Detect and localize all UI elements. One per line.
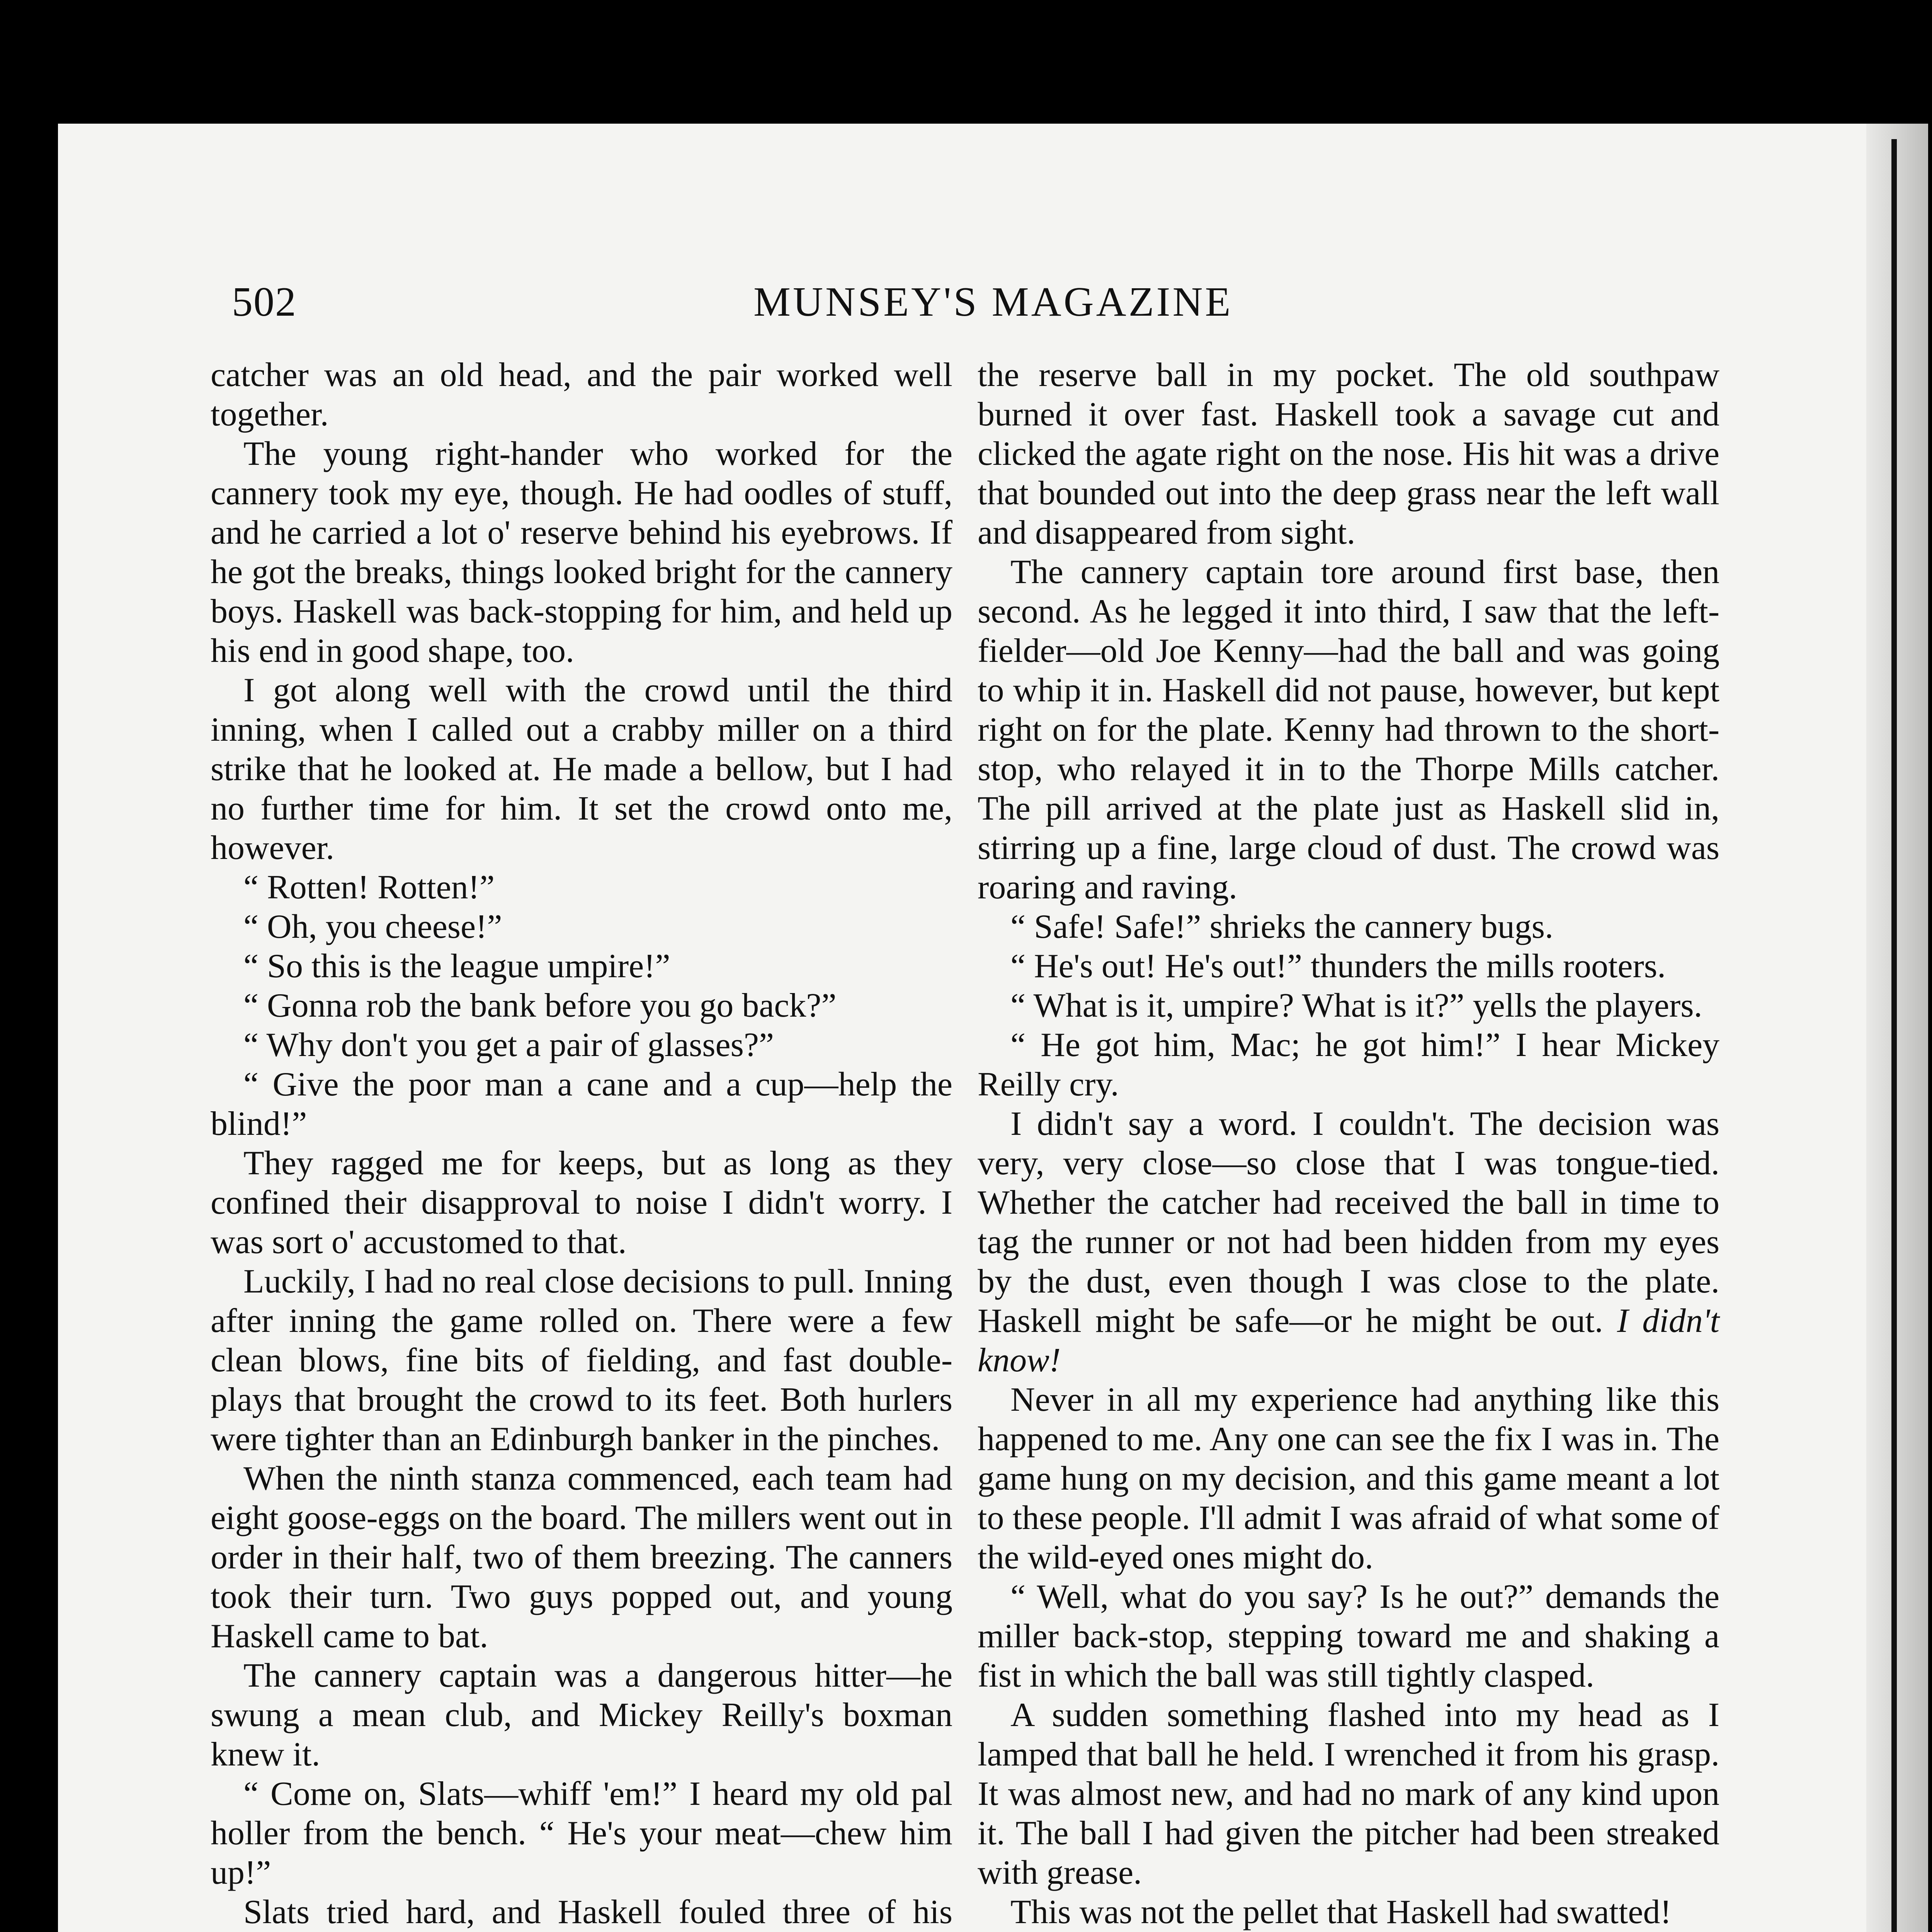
paragraph: “ Gonna rob the bank before you go back?” bbox=[243, 987, 837, 1024]
right-column bbox=[978, 355, 1719, 1932]
paragraph: This was not the pellet that Haskell had swatted! bbox=[1010, 1893, 1672, 1931]
paragraph: Slats tried hard, and Haskell fouled three of his bbox=[243, 1893, 952, 1931]
paragraph: The young right-hander who worked for the cannery took my eye, though. He had oodles of stuff, and he carried a lot o' reserve behind his eyebrows. If he got the breaks, things looked bright for the cannery boys. Haskell was back-stopping for him, and held up his end in good shape, too. bbox=[211, 435, 952, 670]
paragraph: Luckily, I had no real close decisions to pull. Inning after inning the game rolled on. There were a few clean blows, fine bits of fielding, and fast double-plays that brought the crowd to its feet. Both hurlers were tighter than an Edinburgh banker in the pinches. bbox=[211, 1263, 952, 1458]
paragraph bbox=[978, 1104, 1719, 1380]
paragraph: A sudden something flashed into my head as I lamped that ball he held. I wrenched it from his grasp. It was almost new, and had no mark of any kind upon it. The ball I had given the pitcher had been streaked with grease. bbox=[978, 1696, 1719, 1891]
paragraph: “ He got him, Mac; he got him!” I hear Mickey Reilly cry. bbox=[978, 1026, 1719, 1103]
paragraph: “ Oh, you cheese!” bbox=[243, 908, 502, 946]
paragraph: I got along well with the crowd until the third inning, when I called out a crabby miller on a third strike that he looked at. He made a bellow, but I had no further time for him. It set the crowd onto me, however. bbox=[211, 672, 952, 867]
page-spine-shadow bbox=[1866, 124, 1928, 1932]
paragraph: “ Safe! Safe!” shrieks the cannery bugs. bbox=[1010, 908, 1553, 946]
paragraph-text: I didn't say a word. I couldn't. The decision was very, very close—so close that I was tongue-tied. Whether the catcher had received the ball in time to tag the runner or not had been hidden from my eyes by the dust, even though I was close to the plate. Haskell might be safe—or he might be out. bbox=[978, 1105, 1719, 1340]
emphasis-text: I didn't know! bbox=[978, 1302, 1720, 1379]
paragraph: catcher was an old head, and the pair worked well together. bbox=[211, 356, 952, 433]
paragraph: The cannery captain tore around first base, then second. As he legged it into third, I saw that the left-fielder—old Joe Kenny—had the ball and was going to whip it in. Haskell did not pause, however, but kept right on for the plate. Kenny had thrown to the short-stop, who relayed it in to the Thorpe Mills catcher. The pill arrived at the plate just as Haskell slid in, stirring up a fine, large cloud of dust. The crowd was roaring and raving. bbox=[978, 553, 1719, 906]
paragraph: They ragged me for keeps, but as long as they confined their disapproval to noise I didn't worry. I was sort o' accustomed to that. bbox=[211, 1145, 952, 1261]
paragraph: “ So this is the league umpire!” bbox=[243, 947, 670, 985]
paragraph: “ Why don't you get a pair of glasses?” bbox=[243, 1026, 774, 1064]
paragraph: “ Rotten! Rotten!” bbox=[243, 869, 495, 906]
paragraph: “ He's out! He's out!” thunders the mills rooters. bbox=[1010, 947, 1666, 985]
paragraph: “ What is it, umpire? What is it?” yells the players. bbox=[1010, 987, 1702, 1024]
page-header bbox=[232, 278, 1777, 336]
paragraph: When the ninth stanza commenced, each team had eight goose-eggs on the board. The millers went out in order in their half, two of them breezing. The canners took their turn. Two guys popped out, and young Haskell came to bat. bbox=[211, 1460, 952, 1655]
paragraph: “ Give the poor man a cane and a cup—help the blind!” bbox=[211, 1066, 952, 1143]
page-number: 502 bbox=[232, 279, 297, 325]
paragraph: the reserve ball in my pocket. The old southpaw burned it over fast. Haskell took a savage cut and clicked the agate right on the nose. His hit was a drive that bounded out into the deep grass near the left wall and disappeared from sight. bbox=[978, 356, 1719, 551]
paragraph: “ Well, what do you say? Is he out?” demands the miller back-stop, stepping toward me and shaking a fist in which the ball was still tightly clasped. bbox=[978, 1578, 1719, 1694]
spine-edge bbox=[1891, 139, 1897, 1932]
paragraph: Never in all my experience had anything like this happened to me. Any one can see the fix I was in. The game hung on my decision, and this game meant a lot to these people. I'll admit I was afraid of what some of the wild-eyed ones might do. bbox=[978, 1381, 1719, 1576]
running-head: MUNSEY'S MAGAZINE bbox=[753, 279, 1233, 325]
paragraph: “ Come on, Slats—whiff 'em!” I heard my old pal holler from the bench. “ He's your meat—chew him up!” bbox=[211, 1775, 952, 1891]
left-column bbox=[211, 355, 952, 1932]
paragraph: The cannery captain was a dangerous hitter—he swung a mean club, and Mickey Reilly's boxman knew it. bbox=[211, 1657, 952, 1773]
